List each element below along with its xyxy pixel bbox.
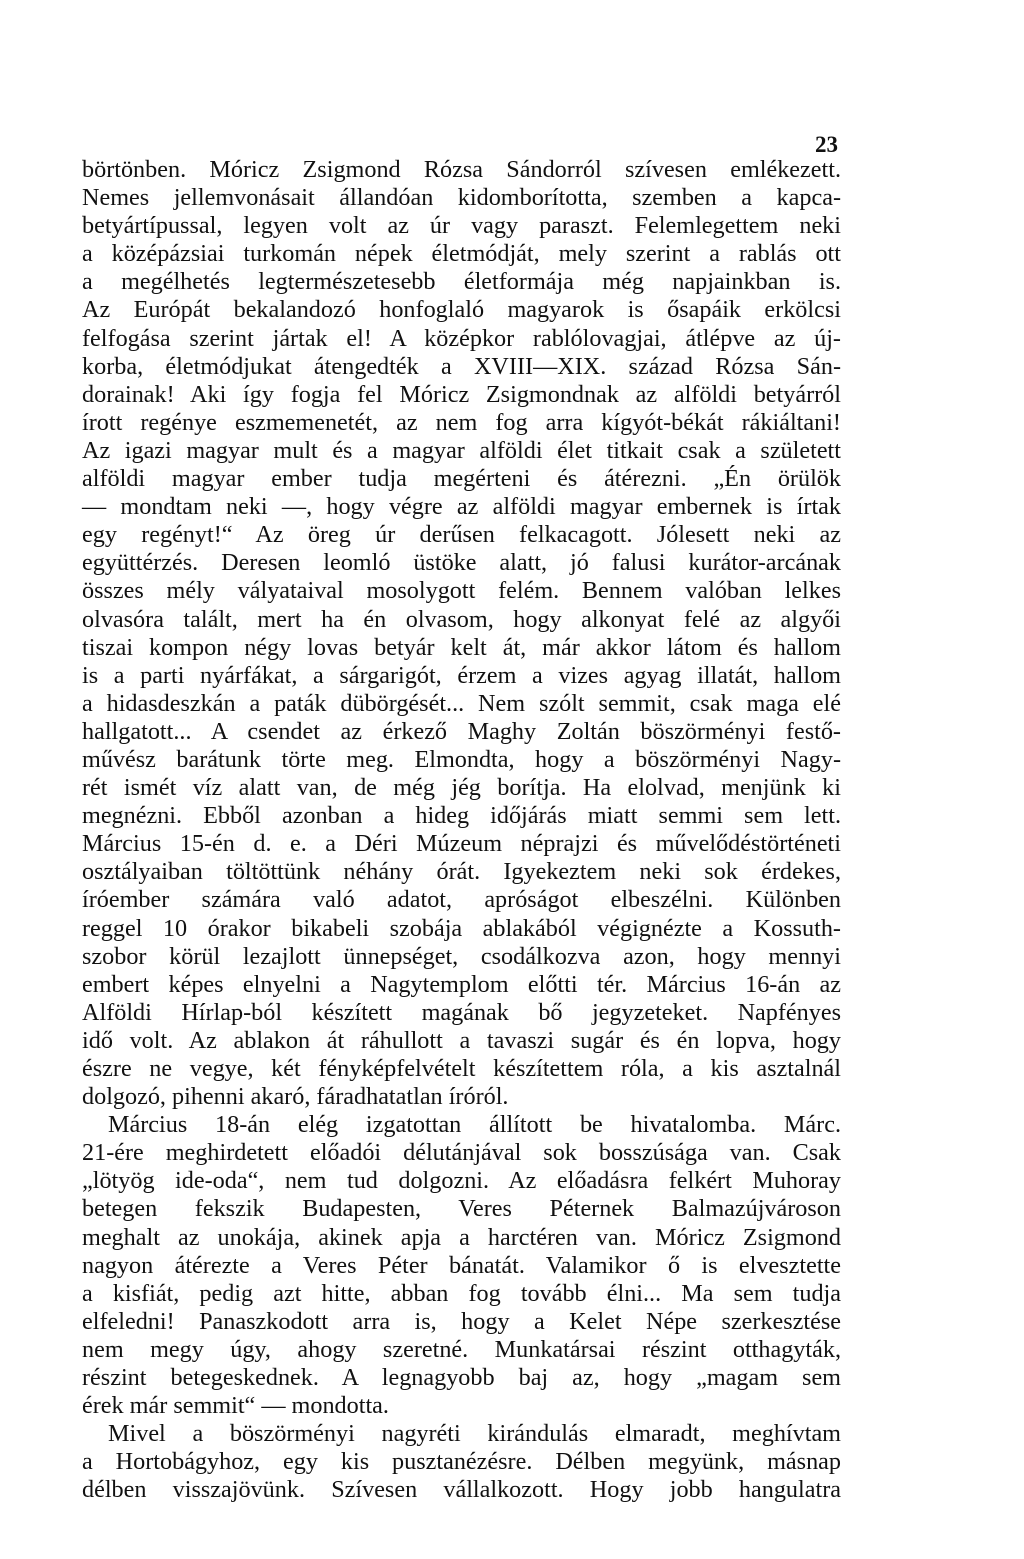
text-line: írott regénye eszmemenetét, az nem fog arra kígyót-békát rákiáltani! bbox=[82, 408, 841, 436]
text-line: — mondtam neki —, hogy végre az alföldi magyar embernek is írtak bbox=[82, 493, 841, 521]
text-line: meghalt az unokája, akinek apja a harctéren van. Móricz Zsigmond bbox=[82, 1223, 841, 1251]
text-line: korba, életmódjukat átengedték a XVIII—XIX. század Rózsa Sán- bbox=[82, 352, 841, 380]
text-line: a kisfiát, pedig azt hitte, abban fog tovább élni... Ma sem tudja bbox=[82, 1279, 841, 1307]
text-line: művész barátunk törte meg. Elmondta, hogy a böszörményi Nagy- bbox=[82, 745, 841, 773]
text-line: betyártípussal, legyen volt az úr vagy paraszt. Felemlegettem neki bbox=[82, 212, 841, 240]
text-line: börtönben. Móricz Zsigmond Rózsa Sándorról szívesen emlékezett. bbox=[82, 156, 841, 183]
page-number: 23 bbox=[815, 132, 838, 157]
text-line: idő volt. Az ablakon át ráhullott a tavaszi sugár és én lopva, hogy bbox=[82, 1026, 841, 1054]
body-text bbox=[82, 156, 841, 1505]
text-line: alföldi magyar ember tudja megérteni és átérezni. „Én örülök bbox=[82, 465, 841, 493]
text-line: nagyon átérezte a Veres Péter bánatát. Valamikor ő is elvesztette bbox=[82, 1251, 841, 1279]
text-line: a megélhetés legtermészetesebb életformája még napjainkban is. bbox=[82, 268, 841, 296]
text-line: Nemes jellemvonásait állandóan kidomborította, szemben a kapca- bbox=[82, 184, 841, 212]
text-line: szobor körül lezajlott ünnepséget, csodálkozva azon, hogy mennyi bbox=[82, 942, 841, 970]
text-line: érek már semmit“ — mondotta. bbox=[82, 1392, 389, 1420]
text-line: észre ne vegye, két fényképfelvételt készítettem róla, a kis asztalnál bbox=[82, 1055, 841, 1082]
text-line: elfeledni! Panaszkodott arra is, hogy a Kelet Népe szerkesztése bbox=[82, 1307, 841, 1335]
text-line: embert képes elnyelni a Nagytemplom előtti tér. Március 16-án az bbox=[82, 970, 841, 998]
text-line: „lötyög ide-oda“, nem tud dolgozni. Az előadásra felkért Muhoray bbox=[82, 1167, 841, 1195]
text-line: Az Európát bekalandozó honfoglaló magyarok is ősapáik erkölcsi bbox=[82, 296, 841, 324]
text-line: is a parti nyárfákat, a sárgarigót, érzem a vizes agyag illatát, hallom bbox=[82, 661, 841, 689]
text-line: felfogása szerint jártak el! A középkor rablólovagjai, átlépve az új- bbox=[82, 324, 841, 352]
text-line: együttérzés. Deresen leomló üstöke alatt, jó falusi kurátor-arcának bbox=[82, 549, 841, 577]
text-line: dolgozó, pihenni akaró, fáradhatatlan íróról. bbox=[82, 1083, 509, 1111]
text-line: 21-ére meghirdetett előadói délutánjával sok bosszúsága van. Csak bbox=[82, 1139, 841, 1167]
text-line: olvasóra talált, mert ha én olvasom, hogy alkonyat felé az algyői bbox=[82, 605, 841, 633]
text-line: a hidasdeszkán a paták dübörgését... Nem szólt semmit, csak maga elé bbox=[82, 689, 841, 717]
text-line: íróember számára való adatot, apróságot elbeszélni. Különben bbox=[82, 886, 841, 914]
text-line: egy regényt!“ Az öreg úr derűsen felkacagott. Jólesett neki az bbox=[82, 521, 841, 549]
text-line: a Hortobágyhoz, egy kis pusztanézésre. Délben megyünk, másnap bbox=[82, 1448, 841, 1476]
text-line: dorainak! Aki így fogja fel Móricz Zsigmondnak az alföldi betyárról bbox=[82, 380, 841, 408]
text-line: Március 18-án elég izgatottan állított be hivatalomba. Márc. bbox=[108, 1111, 841, 1139]
text-line: részint betegeskednek. A legnagyobb baj az, hogy „magam sem bbox=[82, 1364, 841, 1392]
text-line: tiszai kompon négy lovas betyár kelt át, már akkor látom és hallom bbox=[82, 633, 841, 661]
text-line: rét ismét víz alatt van, de még jég borítja. Ha elolvad, menjünk ki bbox=[82, 774, 841, 802]
text-line: összes mély vályataival mosolygott felém. Bennem valóban lelkes bbox=[82, 577, 841, 605]
text-line: a középázsiai turkomán népek életmódját, mely szerint a rablás ott bbox=[82, 240, 841, 268]
text-line: reggel 10 órakor bikabeli szobája ablakából végignézte a Kossuth- bbox=[82, 914, 841, 942]
text-line: megnézni. Ebből azonban a hideg időjárás miatt semmi sem lett. bbox=[82, 802, 841, 830]
text-line: Március 15-én d. e. a Déri Múzeum néprajzi és művelődéstörténeti bbox=[82, 830, 841, 858]
text-line: hallgatott... A csendet az érkező Maghy Zoltán böszörményi festő- bbox=[82, 717, 841, 745]
text-line: Az igazi magyar mult és a magyar alföldi élet titkait csak a született bbox=[82, 436, 841, 464]
text-line: délben visszajövünk. Szívesen vállalkozott. Hogy jobb hangulatra bbox=[82, 1476, 841, 1504]
text-line: Mivel a böszörményi nagyréti kirándulás elmaradt, meghívtam bbox=[108, 1420, 841, 1448]
text-line: nem megy úgy, ahogy szeretné. Munkatársai részint otthagyták, bbox=[82, 1335, 841, 1363]
text-line: Alföldi Hírlap-ból készített magának bő jegyzeteket. Napfényes bbox=[82, 998, 841, 1026]
text-line: osztályaiban töltöttünk néhány órát. Igyekeztem neki sok érdekes, bbox=[82, 858, 841, 886]
text-line: betegen fekszik Budapesten, Veres Péternek Balmazújvároson bbox=[82, 1195, 841, 1223]
